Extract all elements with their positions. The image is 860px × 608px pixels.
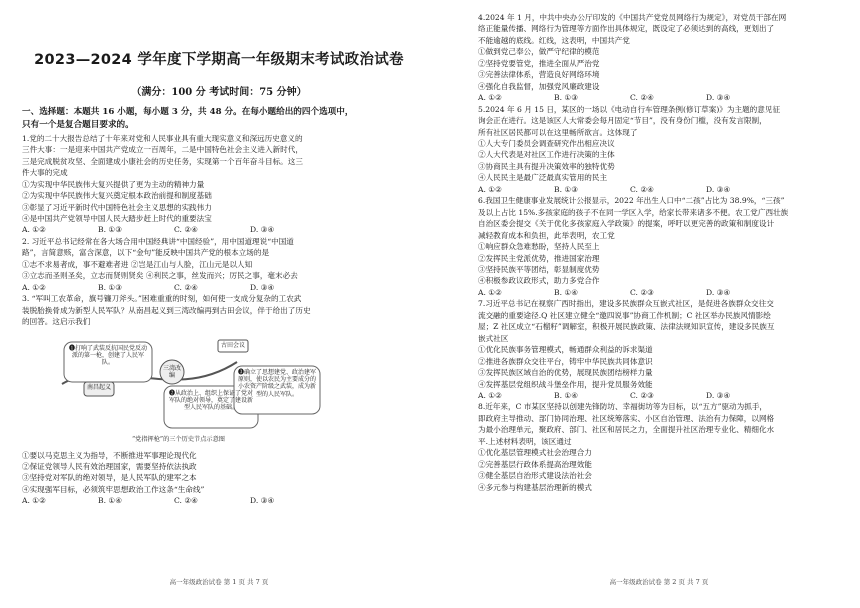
q7-stem-4: 嵌式社区	[478, 333, 509, 343]
q3-item-2: ②保证党领导人民有效治理国家，需要坚持依法执政	[22, 461, 197, 471]
q6-item-2: ②发挥民主党派优势，推进国家治理	[478, 253, 600, 263]
q5-option-d: D. ③④	[706, 184, 731, 194]
q6-option-d: D. ③④	[706, 287, 731, 297]
q4-item-3: ③完善法律体系，营造良好网络环境	[478, 70, 600, 80]
q1-options	[22, 224, 416, 235]
q7-item-2: ②推进各族群众交往平台，铸牢中华民族共同体意识	[478, 356, 653, 366]
q4-option-b: B. ①③	[554, 93, 579, 103]
q5-options	[478, 184, 840, 195]
q1-option-c: C. ②④	[174, 225, 198, 235]
q2-option-c: C. ②④	[174, 282, 198, 292]
q4-stem-1: 4.2024 年 1 月，中共中央办公厅印发的《中国共产党党员网络行为规定》，对党员干部在网	[478, 13, 787, 22]
q7-option-d: D. ③④	[706, 390, 731, 400]
q4-option-a: A. ①②	[478, 93, 502, 103]
q7-option-a: A. ①②	[478, 390, 502, 400]
q3-stem-2: 装脱胎换骨成为新型人民军队？从南昌起义到三湾改编再到古田会议，伴于给出了历史	[22, 305, 311, 315]
q5-stem-3: 所有社区居民都可以在这里畅所欲言。这体现了	[478, 127, 638, 137]
q6-stem-2: 及以上占比 15%.多孩家庭的孩子不在同一学区入学，给家长带来诸多不便。农工党广西壮族	[478, 207, 789, 217]
node-nanchang: 南昌起义	[86, 383, 111, 391]
q4-options	[478, 92, 840, 103]
q6-stem-3: 自治区委会提交《关于优化多孩家庭入学政策》的提案，呼吁以更完善的政策和制度设计	[478, 219, 775, 229]
q8-stem-2: 即政府主导推动、部门协同治理、社区统筹落实、小区自治管理、法治有力保障，以网格	[478, 413, 775, 423]
q6-item-4: ④积极参政议政形式，助力多党合作	[478, 276, 600, 286]
bubble-gutian: ❸确立了思想建党、政治建军原则，使以农民为主要成分的小农资产阶级之武装，成为新型的人民军队。	[237, 368, 316, 398]
q7-stem-1: 7.习近平总书记在视察广西时指出，建设多民族群众互嵌式社区，是促进各族群众交往交	[478, 299, 774, 309]
q7-item-4: ④发挥基层党组织战斗堡垒作用，提升党员服务效能	[478, 379, 653, 389]
q1-item-2: ②为实现中华民族伟大复兴奠定根本政治前提和制度基础	[22, 191, 212, 201]
q4-item-1: ①做到党己奉公，做严守纪律的模范	[478, 47, 600, 57]
q1-stem-3: 三是完成脱贫攻坚、全面建成小康社会的历史任务，实现第一个百年奋斗目标。这三	[22, 156, 303, 166]
q5-item-4: ④人民民主是最广泛最真实管用的民主	[478, 173, 608, 183]
q7-item-3: ③发挥民族区域自治的优势，展现民族团结榜样力量	[478, 368, 653, 378]
q4-stem-3: 不能逾越的底线。红线，这表明，中国共产党	[478, 35, 630, 45]
q1-option-d: D. ③④	[250, 225, 275, 235]
q8-item-3: ③健全基层自治形式建设法治社会	[478, 471, 592, 481]
q5-option-a: A. ①②	[478, 184, 502, 194]
q7-option-b: B. ①④	[554, 390, 579, 400]
q6-option-c: C. ②③	[630, 287, 654, 297]
q8-stem-3: 为最小治理单元，聚政府、部门、社区和居民之力，全面提升社区治理专业化、精细化水	[478, 425, 775, 435]
exam-subtitle: （满分：100 分 考试时间：75 分钟）	[131, 87, 307, 98]
bubble-nanchang: ❶打响了武装反抗国民党反动派的第一枪，创建了人民军队。	[68, 344, 147, 367]
q2-option-b: B. ①③	[98, 282, 123, 292]
q7-stem-3: 屋；Z 社区成立“石榴籽”调解室，积极开展民族政策、法律法规知识宣传，建设多民族互	[478, 322, 775, 332]
q2-item-2: ③立志而圣则圣矣，立志而贤则贤矣 ④利民之事，丝发而兴；厉民之事，毫末必去	[22, 271, 298, 281]
q1-stem-2: 三件大事：一是迎来中国共产党成立一百周年，二是中国特色社会主义进入新时代，	[22, 145, 303, 155]
q8-stem-1: 8.近年来，C 市某区坚持以创建先锋防坊、幸福街坊等为目标，以“五方”驱动为抓手，	[478, 402, 768, 412]
bubble-sanwan: ❷从政治上、组织上保证了党对军队的绝对领导，奠定了建设新型人民军队的基础。	[168, 389, 253, 412]
q4-stem-2: 络正能量传播、网络行为管理等方面作出具体规定，既设定了必须达到的高线，更划出了	[478, 24, 775, 34]
q3-option-b: B. ①④	[98, 496, 123, 506]
q6-item-1: ①响应群众急难愁盼，坚持人民至上	[478, 242, 600, 252]
q8-item-4: ④多元参与构建基层治理新的模式	[478, 482, 592, 492]
figure-caption: “党指挥枪”的三个历史节点示意图	[132, 435, 225, 443]
q2-item-1: ①志不求易者成，事不避难者进 ②岂是江山与人脸，江山元是以人知	[22, 259, 253, 269]
q4-item-4: ④强化自我监督，加强党风廉政建设	[478, 81, 600, 91]
q4-option-d: D. ③④	[706, 93, 731, 103]
q7-options	[478, 390, 840, 401]
history-timeline-figure	[22, 332, 416, 448]
section-heading-line-1: 一、选择题：本题共 16 小题，每小题 3 分，共 48 分。在每小题给出的四个选项中，	[22, 107, 354, 117]
q1-option-b: B. ①③	[98, 225, 123, 235]
q6-options	[478, 287, 840, 298]
page-right	[430, 0, 860, 608]
q8-item-1: ①优化基层管理模式社会治理合力	[478, 448, 592, 458]
q8-item-2: ②完善基层行政体系提高治理效能	[478, 459, 592, 469]
q5-item-2: ②人大代表是对社区工作进行决策的主体	[478, 150, 615, 160]
q8-stem-4: 平.上述材料表明，该区通过	[478, 436, 572, 446]
q1-option-a: A. ①②	[22, 225, 46, 235]
q3-option-c: C. ②④	[174, 496, 198, 506]
node-sanwan: 三湾改编	[162, 364, 181, 379]
q2-options	[22, 282, 416, 293]
q3-item-4: ④实现强军目标，必须筑牢思想政治工作这条“生命线”	[22, 484, 205, 494]
q6-option-a: A. ①②	[478, 287, 502, 297]
q1-item-1: ①为实现中华民族伟大复兴提供了更为主动的精神力量	[22, 179, 205, 189]
q5-option-c: C. ②④	[630, 184, 654, 194]
q3-options	[22, 495, 416, 506]
exam-title: 2023—2024 学年度下学期高一年级期末考试政治试卷	[34, 52, 404, 68]
q3-item-1: ①要以马克思主义为指导，不断推进军事理论现代化	[22, 450, 197, 460]
q4-item-2: ②坚持党要管党，推进全面从严治党	[478, 58, 600, 68]
q7-option-c: C. ②③	[630, 390, 654, 400]
page-footer-left: 高一年级政治试卷 第 1 页 共 7 页	[169, 578, 269, 586]
q2-option-a: A. ①②	[22, 282, 46, 292]
q7-stem-2: 流交融的重要途径.Q 社区建立健全“邀四说事”协商工作机制；C 社区举办民族风情影绘	[478, 310, 771, 320]
q5-item-3: ③协商民主具有提升决策效率的独特优势	[478, 161, 615, 171]
q2-stem-2: 路”，言简意赅，富含深意，以下“金句”能反映中国共产党的根本立场的是	[22, 248, 270, 258]
q3-option-a: A. ①②	[22, 496, 46, 506]
section-heading-line-2: 只有一个是复合题目要求的。	[22, 120, 134, 131]
q5-stem-1: 5.2024 年 6 月 15 日，某区的一场以《电动自行车管理条例(修订草案)》为主题的意见征	[478, 104, 781, 114]
q2-option-d: D. ③④	[250, 282, 275, 292]
q1-item-4: ④是中国共产党领导中国人民大踏步赶上时代的重要法宝	[22, 213, 212, 223]
q2-stem-1: 2. 习近平总书记经常在各大场合用中国经典讲“中国经验”，用中国道理说“中国道	[22, 236, 294, 246]
q1-stem-4: 件大事的完成	[22, 168, 68, 178]
q3-stem-3: 的回答。这启示我们	[22, 317, 91, 327]
q3-stem-1: 3. “军叫工农革命，旗号镰刀斧头。”困难重重的时刻，如何使一支成分复杂的工农武	[22, 294, 302, 304]
q5-stem-2: 询会正在进行。这是该区人大常委会每月固定“节目”，没有身份门槛，没有发言限制，	[478, 116, 767, 126]
q6-stem-4: 减轻教育成本和负担，此举表明，农工党	[478, 230, 615, 240]
q6-stem-1: 6.我国卫生健康事业发展统计公报显示，2022 年出生人口中“二孩”占比为 38.9%，“三孩”	[478, 196, 785, 206]
q3-option-d: D. ③④	[250, 496, 275, 506]
page-footer-right: 高一年级政治试卷 第 2 页 共 7 页	[609, 578, 709, 586]
q3-item-3: ③坚持党对军队的绝对领导，是人民军队的建军之本	[22, 473, 197, 483]
q1-item-3: ③彰显了习近平新时代中国特色社会主义思想的实践伟力	[22, 202, 212, 212]
q7-item-1: ①优化民族事务管理模式，畅通群众利益的诉求渠道	[478, 345, 653, 355]
q5-item-1: ①人大专门委员会调查研究作出相应决议	[478, 138, 615, 148]
node-gutian: 古田会议	[220, 341, 245, 349]
q6-option-b: B. ①④	[554, 287, 579, 297]
q6-item-3: ③坚持民族平等团结，彰显制度优势	[478, 264, 600, 274]
q5-option-b: B. ①③	[554, 184, 579, 194]
q4-option-c: C. ②④	[630, 93, 654, 103]
q1-stem-1: 1.党的二十大报告总结了十年来对党和人民事业具有重大现实意义和深远历史意义的	[22, 133, 303, 143]
